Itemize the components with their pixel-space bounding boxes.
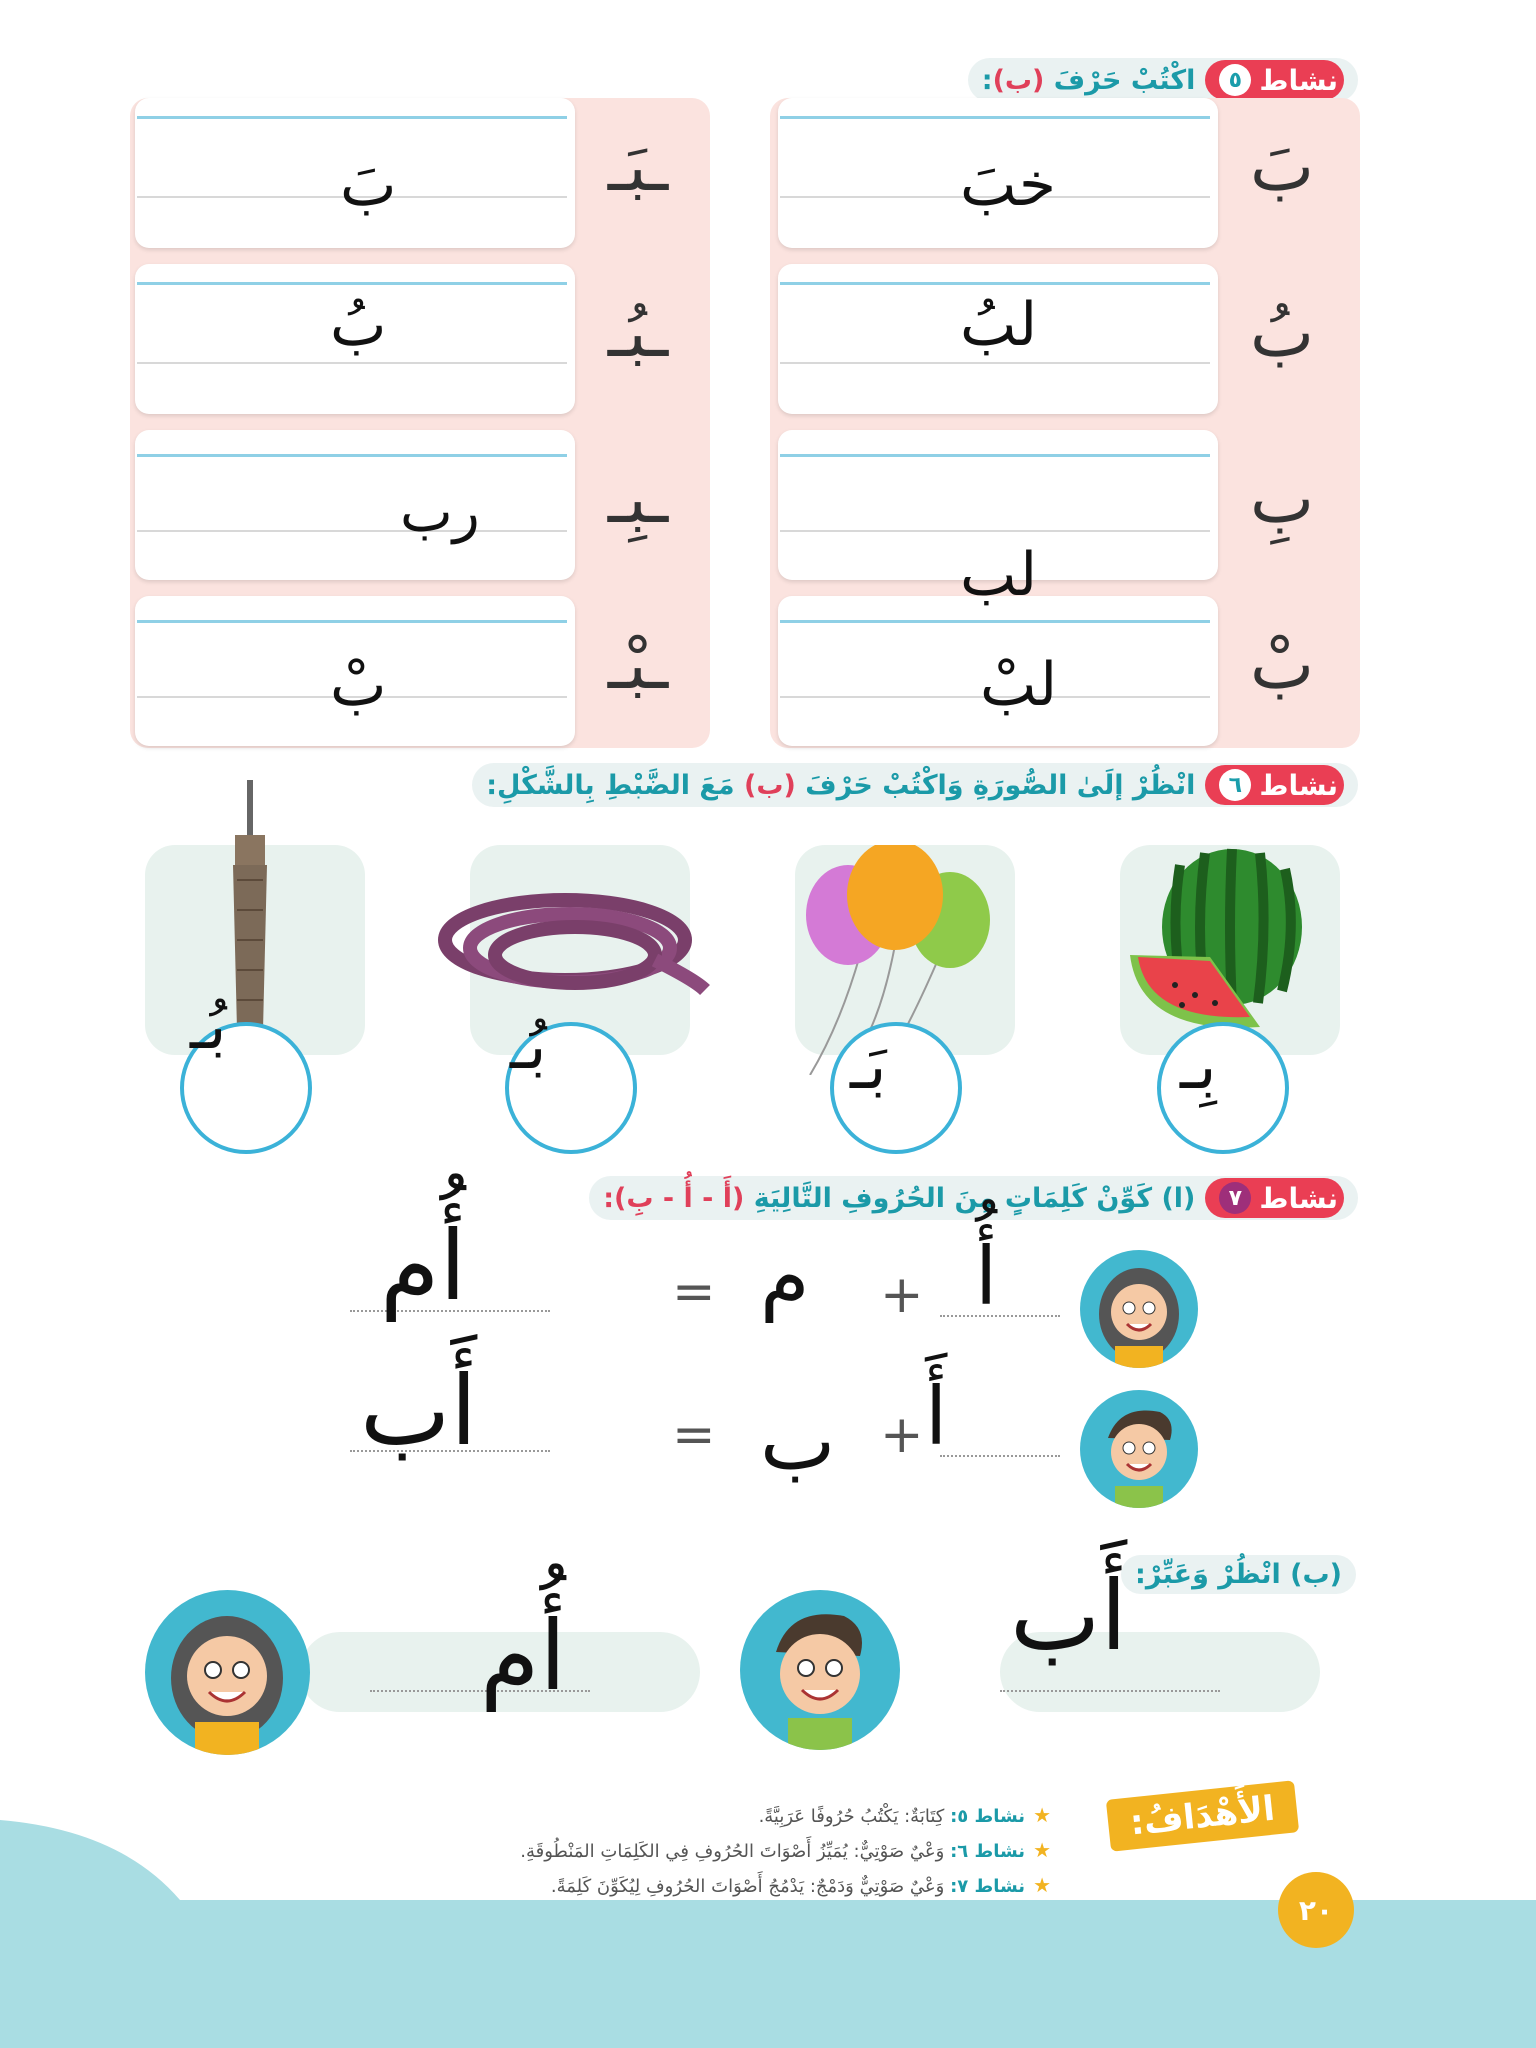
equals-sign: = [672, 1262, 716, 1322]
activity-badge [1205, 765, 1344, 805]
handwritten-answer: لبُ [960, 290, 1038, 360]
guide-line [780, 530, 1210, 532]
handwritten-answer: ب [760, 1395, 836, 1488]
rope-image [425, 880, 715, 1020]
model-letter: ـبِـ [607, 460, 669, 539]
handwritten-answer: أُم [480, 1600, 567, 1712]
part-b-label: (ب) انْظُرْ وَعَبِّرْ: [1121, 1555, 1356, 1594]
handwritten-answer: أَ [925, 1370, 948, 1463]
guide-line [780, 620, 1210, 623]
handwritten-answer: رب [400, 480, 480, 545]
answer-line[interactable] [940, 1455, 1060, 1457]
plus-sign: + [880, 1405, 924, 1465]
handwritten-answer: أُ [975, 1230, 998, 1323]
guide-line [137, 362, 567, 364]
guide-line [780, 454, 1210, 457]
activity-title: اكْتُبْ حَرْفَ (ب): [981, 64, 1196, 96]
model-letter: ـبُـ [607, 294, 669, 373]
handwritten-answer: أُم [380, 1210, 467, 1322]
handwritten-answer: لبْ [980, 650, 1058, 720]
goal-item: ★نشاط ٦: وَعْيٌ صَوْتِيٌّ: يُمَيِّزُ أَصْوَاتَ الحُرُوفِ فِي الكَلِمَاتِ المَنْطُوقَةِ. [520, 1838, 1051, 1862]
activity-number: ٦ [1219, 769, 1251, 801]
answer-line[interactable] [1000, 1690, 1220, 1692]
handwritten-answer: م [760, 1230, 810, 1323]
page-number: ٢٠ [1298, 1893, 1334, 1927]
guide-line [780, 282, 1210, 285]
goals-ribbon: الأَهْدَافُ: [1106, 1780, 1299, 1851]
guide-line [137, 454, 567, 457]
model-letter: بْ [1249, 626, 1314, 705]
guide-line [137, 282, 567, 285]
handwritten-answer: بُ [330, 290, 387, 360]
activity-badge [1205, 60, 1344, 100]
answer-circle[interactable] [1157, 1022, 1289, 1154]
guide-line [137, 620, 567, 623]
star-icon: ★ [1033, 1803, 1051, 1827]
badge-label: نشاط [1259, 1181, 1338, 1215]
model-letter: بُ [1249, 294, 1314, 373]
guide-line [137, 530, 567, 532]
answer-line[interactable] [940, 1315, 1060, 1317]
activity6-header [472, 763, 1358, 807]
goal-item: ★نشاط ٧: وَعْيٌ صَوْتِيٌّ وَدَمْجٌ: يَدْمُجُ أَصْوَاتَ الحُرُوفِ لِيُكَوِّنَ كَلِمَةً. [550, 1873, 1051, 1897]
handwritten-answer: بِـ [1180, 1030, 1217, 1104]
handwritten-answer: أَب [360, 1355, 478, 1467]
handwritten-answer: خبَ [960, 150, 1057, 220]
handwritten-answer: بُـ [190, 990, 227, 1064]
handwritten-answer: بَـ [850, 1030, 887, 1104]
badge-label: نشاط [1259, 63, 1338, 97]
plus-sign: + [880, 1265, 924, 1325]
activity7-header [589, 1176, 1358, 1220]
model-letter: ـبَـ [607, 128, 669, 207]
model-letter: بِ [1249, 460, 1314, 539]
activity-title: انْظُرْ إلَىٰ الصُّورَةِ وَاكْتُبْ حَرْفَ (ب) مَعَ الضَّبْطِ بِالشَّكْلِ: [486, 769, 1196, 801]
girl-avatar [1080, 1250, 1198, 1368]
writing-box[interactable] [135, 430, 575, 580]
handwritten-answer: لب [960, 540, 1038, 610]
watermelon-image [1120, 845, 1320, 1045]
activity-number: ٧ [1219, 1182, 1251, 1214]
goal-item: ★نشاط ٥: كِتَابَةٌ: يَكْتُبُ حُرُوفًا عَرَبِيَّةً. [758, 1803, 1051, 1827]
guide-line [780, 116, 1210, 119]
badge-label: نشاط [1259, 768, 1338, 802]
activity-badge [1205, 1178, 1344, 1218]
handwritten-answer: أَب [1010, 1560, 1128, 1672]
guide-line [780, 362, 1210, 364]
page-number-badge [1278, 1872, 1354, 1948]
star-icon: ★ [1033, 1838, 1051, 1862]
handwritten-answer: بُـ [510, 1010, 547, 1084]
star-icon: ★ [1033, 1873, 1051, 1897]
model-letter: ـبْـ [607, 626, 669, 705]
activity5-header [968, 58, 1358, 102]
handwritten-answer: بْ [330, 650, 387, 720]
equals-sign: = [672, 1405, 716, 1465]
handwritten-answer: بَ [340, 150, 397, 220]
boy-avatar [1080, 1390, 1198, 1508]
activity-title: (ا) كَوِّنْ كَلِمَاتٍ مِنَ الحُرُوفِ التَّالِيَةِ (أَ - أُ - بِ): [603, 1182, 1196, 1214]
guide-line [137, 116, 567, 119]
model-letter: بَ [1249, 128, 1314, 207]
activity-number: ٥ [1219, 64, 1251, 96]
